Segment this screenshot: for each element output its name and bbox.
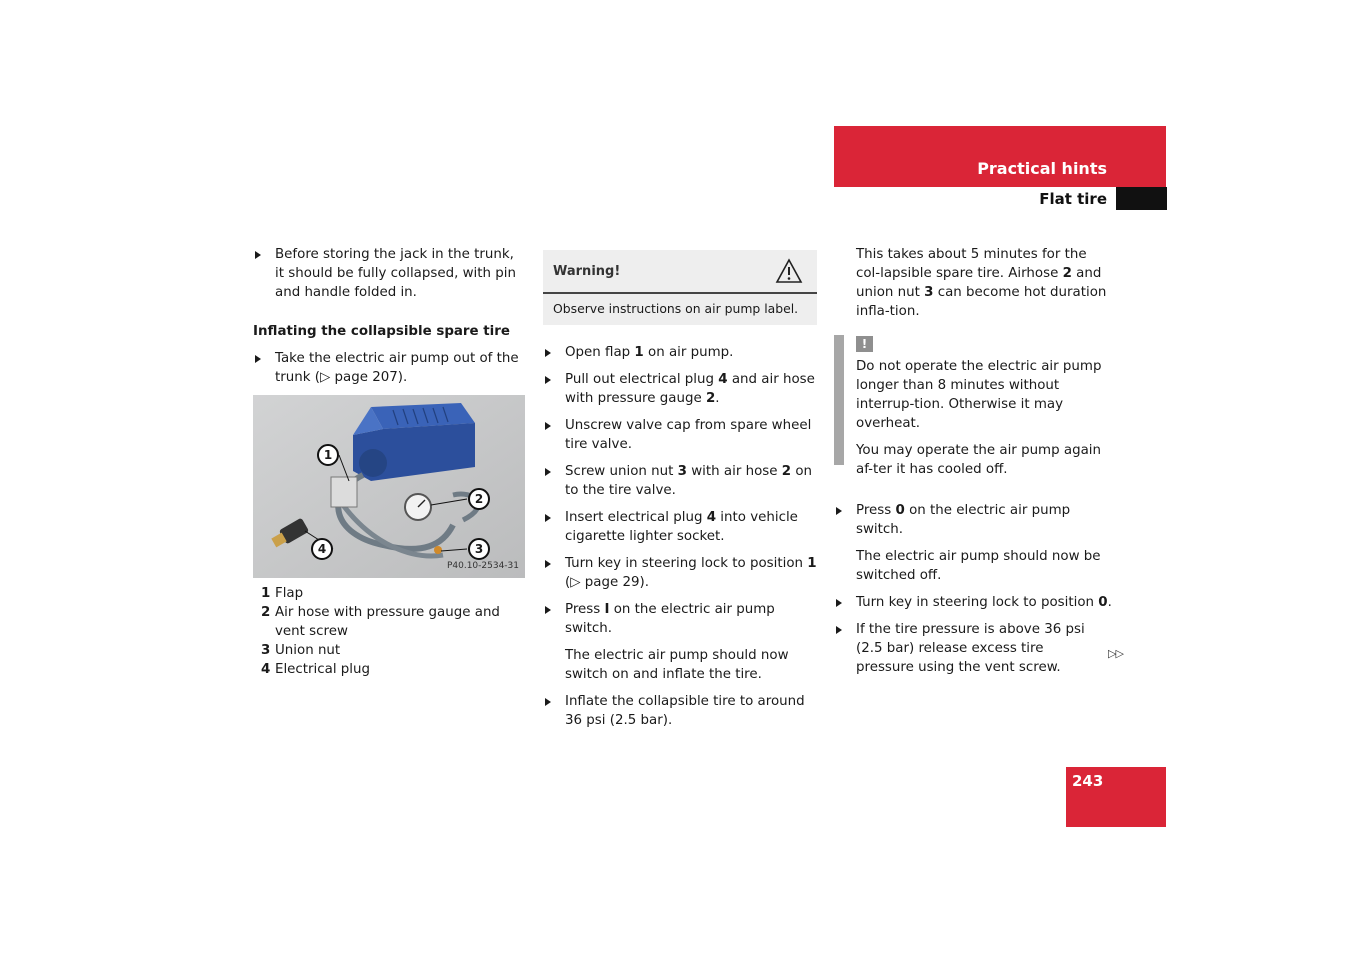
column-left (253, 245, 525, 679)
caution-note (834, 335, 1114, 479)
result-pump-on: The electric air pump should now switch on and inflate the tire. (565, 648, 789, 682)
subsection-tab (1116, 187, 1167, 210)
air-pump-figure (253, 395, 525, 578)
warning-box (543, 250, 817, 325)
inflation-time-note: This takes about 5 minutes for the col-lapsible spare tire. Airhose 2 and union nut 3 can become hot duration infla-tion. (856, 247, 1107, 319)
legend-item: 4 Electrical plug (261, 662, 371, 677)
step-take-pump: Take the electric air pump out of the trunk (▷ page 207). (253, 349, 525, 387)
step-unscrew-cap: Unscrew valve cap from spare wheel tire valve. (543, 416, 817, 454)
callout-2: 2 (468, 488, 490, 510)
page-number: 243 (1072, 772, 1104, 790)
warning-text: Observe instructions on air pump label. (553, 301, 799, 316)
result-pump-off: The electric air pump should now be switched off. (856, 549, 1101, 583)
step-turn-key-0: Turn key in steering lock to position 0. (834, 593, 1114, 612)
continued-icon: ▷▷ (1108, 647, 1123, 660)
note-text: Do not operate the electric air pump longer than 8 minutes without interrup-tion. Otherwise it may overheat. (856, 359, 1102, 431)
callout-1: 1 (317, 444, 339, 466)
step-screw-nut: Screw union nut 3 with air hose 2 on to the tire valve. (543, 462, 817, 500)
warning-triangle-icon (775, 258, 803, 290)
warning-title: Warning! (543, 250, 817, 294)
exclamation-icon: ! (856, 336, 873, 352)
step-insert-plug: Insert electrical plug 4 into vehicle cigarette lighter socket. (543, 508, 817, 546)
figure-legend (253, 584, 525, 679)
step-press-on: Press I on the electric air pump switch. (543, 600, 817, 638)
subsection-title: Flat tire (1039, 190, 1107, 208)
step-turn-key: Turn key in steering lock to position 1 (▷ page 29). (543, 554, 817, 592)
step-press-off: Press 0 on the electric air pump switch. (834, 501, 1114, 539)
legend-item: 1 Flap (261, 586, 304, 601)
legend-item: 3 Union nut (261, 643, 341, 658)
page-ref-icon: ▷ (319, 370, 331, 385)
legend-item: 2 Air hose with pressure gauge and vent screw (261, 605, 500, 639)
step-vent-pressure: If the tire pressure is above 36 psi (2.5 bar) release excess tire pressure using the vent screw. (834, 620, 1104, 677)
note-text: You may operate the air pump again af-ter it has cooled off. (856, 443, 1101, 477)
column-middle (543, 250, 817, 730)
step-open-flap: Open flap 1 on air pump. (543, 343, 817, 362)
callout-4: 4 (311, 538, 333, 560)
section-title: Practical hints (977, 159, 1107, 178)
step-store-jack: Before storing the jack in the trunk, it should be fully collapsed, with pin and handle folded in. (253, 245, 525, 302)
page-ref-icon: ▷ (570, 575, 581, 590)
note-bar (834, 335, 844, 465)
step-pull-plug: Pull out electrical plug 4 and air hose with pressure gauge 2. (543, 370, 817, 408)
figure-code: P40.10-2534-31 (446, 561, 519, 571)
column-right (834, 245, 1114, 677)
step-inflate: Inflate the collapsible tire to around 36 psi (2.5 bar). (543, 692, 817, 730)
callout-3: 3 (468, 538, 490, 560)
subheading: Inflating the collapsible spare tire (253, 324, 510, 339)
